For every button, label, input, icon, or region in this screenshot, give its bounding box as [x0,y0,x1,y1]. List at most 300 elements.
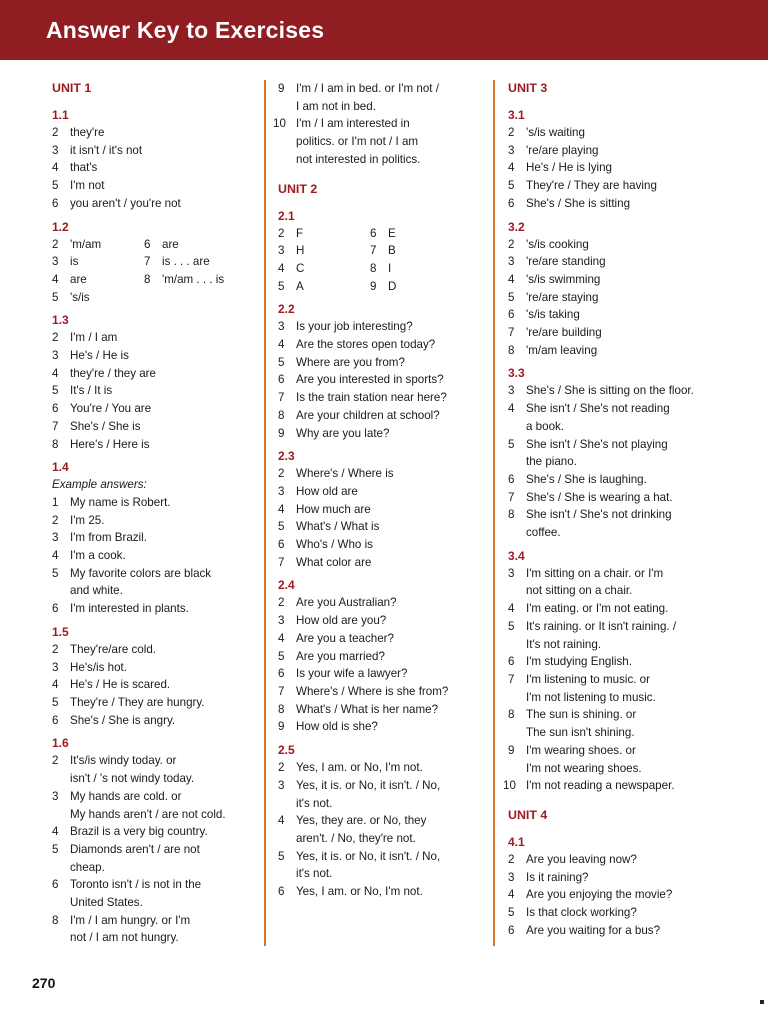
answer-text: are [162,237,179,251]
answer-text: B [388,244,396,258]
answer-number: 2 [52,642,59,656]
answer-list [278,465,486,571]
answer-text: What color are [296,555,372,569]
answer-number: 4 [278,338,285,352]
answer-list [273,80,486,169]
answer-item [52,659,262,677]
answer-text: Who's / Who is [296,538,373,552]
answer-item [273,115,486,168]
answer-item [508,289,738,307]
answer-text: She's / She is sitting [526,196,631,210]
answer-text: is [70,255,79,269]
answer-text: they're / they are [70,366,156,380]
answer-number: 7 [278,684,285,698]
answer-number: 3 [52,255,59,269]
answer-text: Are you waiting for a bus? [526,923,661,937]
answer-number: 8 [278,408,285,422]
answer-text: My hands are cold. or My hands aren't / are not cold. [70,789,226,821]
answer-text: Is that clock working? [526,906,637,920]
answer-item [52,676,262,694]
answer-text: I'm 25. [70,513,105,527]
answer-text: I'm / I am [70,331,118,345]
answer-number: 5 [508,437,515,451]
answer-item [508,324,738,342]
answer-number: 2 [52,754,59,768]
answer-number: 2 [508,852,515,866]
answer-item [278,354,486,372]
answer-list [52,641,262,730]
answer-text: 's/is waiting [526,126,585,139]
answer-number: 6 [144,237,151,251]
answer-item [278,536,486,554]
answer-number: 4 [52,678,59,692]
section-heading: 2.5 [278,743,295,758]
answer-number: 8 [52,437,59,451]
answer-number: 3 [508,566,515,580]
answer-text: Brazil is a very big country. [70,825,208,839]
answer-text: 're/are playing [526,143,599,157]
answer-item [508,159,738,177]
answer-item [278,683,486,701]
answer-item [278,759,486,777]
answer-number [144,289,162,307]
answer-number: 5 [52,566,59,580]
answer-text: He's / He is [70,349,129,363]
answer-item [278,407,486,425]
section-heading: 1.4 [52,460,69,475]
page-number: 270 [32,975,56,991]
answer-grid [278,225,486,296]
answer-number: 3 [508,255,515,269]
answer-text: She isn't / She's not reading a book. [526,402,670,433]
answer-number: 8 [278,702,285,716]
answer-number: 4 [52,366,59,380]
unit-heading: UNIT 1 [52,81,92,95]
answer-text: Are your children at school? [296,408,440,422]
section-heading: 1.5 [52,624,69,639]
answer-item [52,752,262,787]
answer-list [278,594,486,736]
answer-text: 'm/am [70,237,102,251]
answer-number: 2 [508,237,515,251]
answer-list [52,494,262,618]
answer-list [52,124,262,213]
answer-text: Yes, it is. or No, it isn't. / No, it's not. [296,778,441,810]
answer-text: They're/are cold. [70,642,156,656]
answer-text: I'm not reading a newspaper. [526,779,675,793]
answer-text: 's/is [70,290,90,304]
section-heading: 2.2 [278,302,295,317]
answer-text: It's/is windy today. or isn't / 's not windy today. [70,754,195,786]
answer-item [52,124,262,142]
answer-text: He's / He is scared. [70,678,171,692]
answer-text: that's [70,161,98,175]
answer-number: 6 [508,655,515,669]
answer-text: I'm a cook. [70,549,126,563]
answer-item [52,400,262,418]
answer-number: 3 [52,660,59,674]
answer-text: D [388,279,397,293]
answer-text: I'm interested in plants. [70,602,189,616]
answer-item [503,777,738,795]
section-heading: 3.3 [508,366,525,381]
answer-item [52,418,262,436]
answer-item [278,648,486,666]
answer-item [508,306,738,324]
header-banner [0,0,768,60]
answer-item [508,271,738,289]
answer-item [52,195,262,213]
answer-number: 5 [52,179,59,193]
answer-item [508,124,738,142]
answer-text: 's/is cooking [526,237,589,251]
column-1 [52,80,262,947]
answer-item [508,195,738,213]
answer-number: 6 [52,713,59,727]
answer-number: 9 [278,426,285,440]
page-title: Answer Key to Exercises [46,17,325,43]
answer-number: 2 [278,467,285,481]
answer-text: What's / What is [296,520,380,534]
section-note: Example answers: [52,478,147,492]
answer-text: 're/are staying [526,290,599,304]
answer-text: I'm / I am in bed. or I'm not / I am not in bed. [296,82,439,113]
answer-item [52,512,262,530]
answer-item [508,869,738,887]
answer-item [52,694,262,712]
answer-text: She's / She is wearing a hat. [526,490,673,504]
answer-text: you aren't / you're not [70,196,181,210]
answer-item [278,630,486,648]
answer-text: Is your job interesting? [296,320,413,334]
answer-text: What's / What is her name? [296,702,439,716]
answer-text: 're/are building [526,326,602,340]
answer-number: 6 [278,885,285,899]
section-heading: 2.4 [278,578,295,593]
answer-text: is . . . are [162,255,210,269]
answer-list [508,382,738,541]
answer-item [278,336,486,354]
answer-item [508,922,738,940]
answer-number: 4 [508,272,515,286]
answer-item [508,565,738,600]
answer-number: 5 [278,279,285,293]
answer-item [52,641,262,659]
answer-number: 3 [278,484,285,498]
answer-item [508,382,738,400]
answer-number: 3 [52,789,59,803]
answer-number: 4 [278,502,285,516]
answer-text: Why are you late? [296,426,390,440]
answer-text: A [296,279,304,293]
answer-number: 4 [278,631,285,645]
answer-number: 8 [52,913,59,927]
answer-item [278,483,486,501]
answer-item [52,547,262,565]
answer-number: 5 [52,842,59,856]
answer-text: She's / She is sitting on the floor. [526,384,694,398]
answer-number: 6 [508,472,515,486]
answer-text: 's/is swimming [526,272,601,286]
answer-text: Are you enjoying the movie? [526,888,673,902]
answer-number: 5 [508,290,515,304]
answer-number: 9 [278,720,285,734]
answer-item [508,236,738,254]
answer-text: I'm eating. or I'm not eating. [526,602,669,616]
section-heading: 1.1 [52,108,69,122]
answer-text: Yes, it is. or No, it isn't. / No, it's not. [296,849,441,881]
answer-number: 4 [508,402,515,416]
answer-text: Is it raining? [526,870,589,884]
answer-number: 4 [508,161,515,175]
answer-text: It's raining. or It isn't raining. / It's not raining. [526,619,677,651]
answer-number: 6 [508,923,515,937]
answer-item [52,823,262,841]
answer-text: it isn't / it's not [70,143,143,157]
answer-grid [52,236,262,307]
answer-text: 's/is taking [526,308,580,322]
answer-item [278,718,486,736]
answer-item [508,253,738,271]
answer-text: They're / They are having [526,179,657,193]
answer-number: 5 [278,649,285,663]
answer-text: Are you leaving now? [526,852,637,866]
section-heading: 3.4 [508,548,525,563]
answer-number: 10 [503,779,516,793]
answer-text: Is your wife a lawyer? [296,667,408,681]
answer-item [278,812,486,847]
answer-item [508,742,738,777]
answer-text: She's / She is [70,419,141,433]
answer-text: She isn't / She's not drinking coffee. [526,508,672,540]
answer-list [278,318,486,442]
answer-text: I'm sitting on a chair. or I'm not sitting on a chair. [526,566,664,598]
answer-text: She's / She is angry. [70,713,176,727]
answer-item [508,471,738,489]
answer-number: 7 [508,490,515,504]
answer-text: C [296,261,305,275]
section-heading: 4.1 [508,834,525,849]
answer-number: 6 [508,196,515,210]
answer-list [508,236,738,360]
column-3 [503,80,738,939]
answer-text: It's / It is [70,384,113,398]
answer-text: They're / They are hungry. [70,695,205,709]
column-divider [264,80,266,946]
answer-item [508,600,738,618]
answer-number: 8 [508,708,515,722]
answer-item [278,465,486,483]
answer-number: 3 [52,349,59,363]
answer-number: 2 [52,237,59,251]
answer-number: 2 [52,331,59,345]
answer-item [278,612,486,630]
answer-number: 4 [508,602,515,616]
answer-list [52,752,262,947]
answer-text: My name is Robert. [70,495,171,509]
answer-number: 9 [508,743,515,757]
answer-number: 4 [278,261,285,275]
answer-number: 6 [278,667,285,681]
answer-item [278,883,486,901]
answer-text [162,289,242,307]
answer-number: 6 [278,373,285,387]
answer-item [278,701,486,719]
answer-number: 2 [508,126,515,139]
answer-text: I'm not [70,179,105,193]
answer-item [52,876,262,911]
answer-item [278,80,486,115]
answer-text: 're/are standing [526,255,606,269]
answer-text: E [388,226,396,240]
answer-number: 6 [278,538,285,552]
answer-text: You're / You are [70,402,152,416]
answer-text: He's / He is lying [526,161,612,175]
answer-number: 3 [508,384,515,398]
answer-text: Yes, I am. or No, I'm not. [296,885,423,899]
answer-text: Where's / Where is [296,467,394,481]
answer-item [278,501,486,519]
answer-number: 7 [508,326,515,340]
answer-text: Are the stores open today? [296,338,436,352]
answer-item [52,159,262,177]
answer-item [52,565,262,600]
answer-text: Where's / Where is she from? [296,684,449,698]
section-heading: 1.6 [52,736,69,751]
answer-number: 10 [273,117,286,131]
answer-number: 5 [52,290,59,304]
answer-item [52,436,262,454]
answer-text: 'm/am leaving [526,343,598,357]
answer-item [52,494,262,512]
answer-text: Is the train station near here? [296,391,447,405]
answer-number: 7 [278,555,285,569]
answer-number: 8 [508,343,515,357]
answer-number: 9 [370,279,377,293]
answer-item [508,671,738,706]
answer-text: Are you married? [296,649,385,663]
answer-number: 7 [144,255,151,269]
answer-number: 5 [278,849,285,863]
answer-text: How old is she? [296,720,378,734]
answer-text: 'm/am . . . is [162,272,225,286]
answer-number: 3 [52,143,59,157]
answer-number: 2 [278,226,285,240]
answer-number: 3 [278,244,285,258]
column-divider [493,80,495,946]
answer-number: 4 [52,161,59,175]
answer-number: 8 [144,272,151,286]
answer-list [503,565,738,795]
section-heading: 1.3 [52,313,69,328]
answer-number: 2 [278,596,285,610]
answer-item [278,848,486,883]
section-heading: 2.3 [278,449,295,464]
answer-text: Here's / Here is [70,437,150,451]
answer-text: Where are you from? [296,355,405,369]
answer-item [278,318,486,336]
unit-heading: UNIT 2 [278,181,318,196]
answer-list [278,759,486,901]
answer-text: Yes, they are. or No, they aren't. / No, they're not. [296,814,427,845]
answer-number: 4 [52,272,59,286]
answer-item [508,653,738,671]
answer-number: 2 [278,761,285,775]
answer-item [508,851,738,869]
unit-heading: UNIT 3 [508,81,548,95]
answer-text: How old are you? [296,614,387,628]
answer-number: 3 [508,143,515,157]
section-heading: 2.1 [278,208,295,223]
answer-text: I'm / I am interested in politics. or I'm not / I am not interested in politics. [296,117,421,166]
answer-item [52,841,262,876]
answer-text: are [70,272,87,286]
answer-text: Diamonds aren't / are not cheap. [70,842,200,874]
answer-text: I'm from Brazil. [70,531,147,545]
answer-item [508,618,738,653]
answer-number: 8 [508,508,515,522]
answer-number: 5 [52,695,59,709]
answer-number: 6 [508,308,515,322]
answer-number: 3 [278,320,285,334]
answer-item [508,342,738,360]
answer-list [508,851,738,940]
answer-list [508,124,738,213]
answer-item [52,142,262,160]
answer-item [52,329,262,347]
answer-number: 5 [278,520,285,534]
answer-item [508,904,738,922]
answer-number: 7 [508,672,515,686]
answer-item [52,365,262,383]
answer-item [278,389,486,407]
answer-text: She's / She is laughing. [526,472,647,486]
answer-number: 6 [52,196,59,210]
answer-number: 2 [52,513,59,527]
answer-number: 4 [52,825,59,839]
answer-item [508,706,738,741]
answer-text: Are you interested in sports? [296,373,444,387]
answer-text: Toronto isn't / is not in the United States. [70,878,202,910]
answer-number: 3 [278,614,285,628]
scan-mark [760,1000,764,1004]
answer-text: He's/is hot. [70,660,127,674]
answer-text: I'm wearing shoes. or I'm not wearing shoes. [526,743,642,775]
answer-text: they're [70,126,105,139]
answer-number: 5 [52,384,59,398]
answer-number: 5 [508,179,515,193]
answer-list [52,329,262,453]
answer-number: 6 [370,226,377,240]
answer-text: I'm studying English. [526,655,632,669]
answer-item [52,912,262,947]
answer-item [508,400,738,435]
answer-number: 3 [278,778,285,792]
column-2 [273,80,486,901]
answer-number: 5 [508,906,515,920]
answer-number: 7 [278,391,285,405]
answer-item [52,600,262,618]
answer-item [278,554,486,572]
answer-text: I'm / I am hungry. or I'm not / I am not hungry. [70,913,191,945]
answer-item [278,518,486,536]
answer-number: 8 [370,261,377,275]
answer-text: F [296,226,304,240]
answer-item [278,594,486,612]
answer-number: 5 [508,619,515,633]
answer-number: 1 [52,495,59,509]
answer-number: 6 [52,878,59,892]
